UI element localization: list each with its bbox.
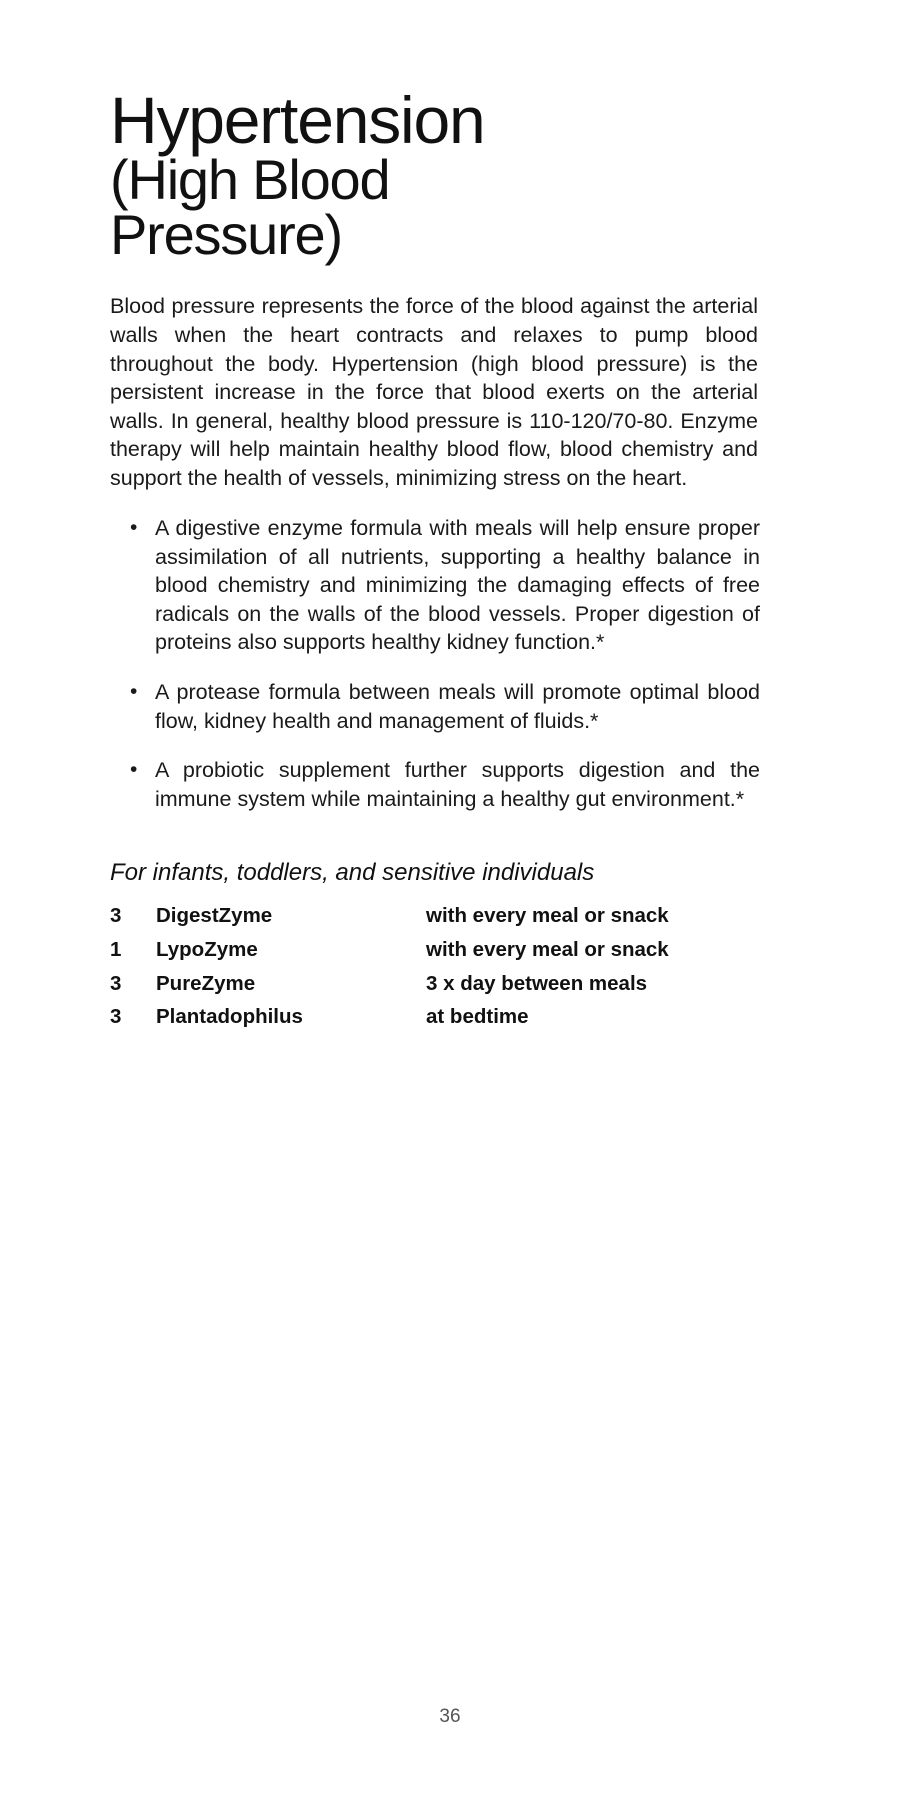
- page-title-line-2: (High Blood: [110, 147, 390, 211]
- dosage-product: Plantadophilus: [156, 1005, 303, 1029]
- list-item: [130, 678, 760, 735]
- dosage-timing: at bedtime: [426, 1005, 529, 1029]
- dosage-product: PureZyme: [156, 971, 256, 995]
- page-number: 36: [439, 1706, 461, 1727]
- section-heading: For infants, toddlers, and sensitive individuals: [110, 859, 595, 887]
- list-item: [130, 756, 760, 813]
- dosage-product: DigestZyme: [156, 904, 273, 928]
- table-row: [110, 902, 669, 936]
- table-row: [110, 970, 669, 1004]
- list-item-text: A digestive enzyme formula with meals will help ensure proper assimilation of all nutrients, supporting a healthy balance in blood chemistry and minimizing the damaging effects of free radicals on the walls of the blood vessels. Proper digestion of proteins also supports healthy kidney function.*: [155, 516, 760, 655]
- table-row: [110, 936, 669, 970]
- bullet-icon: •: [130, 758, 138, 782]
- list-item: [130, 514, 760, 657]
- dosage-quantity: 3: [110, 971, 122, 995]
- dosage-timing: with every meal or snack: [426, 937, 669, 961]
- dosage-timing: 3 x day between meals: [426, 971, 648, 995]
- page-title-line-1: Hypertension: [110, 83, 485, 157]
- bullet-icon: •: [130, 516, 138, 540]
- dosage-quantity: 3: [110, 1005, 122, 1029]
- page-content: [110, 83, 762, 1037]
- list-item-text: A probiotic supplement further supports digestion and the immune system while maintaining a healthy gut environment.*: [155, 758, 760, 811]
- dosage-quantity: 1: [110, 937, 122, 961]
- bullet-list: [110, 514, 760, 813]
- dosage-quantity: 3: [110, 904, 122, 928]
- list-item-text: A protease formula between meals will promote optimal blood flow, kidney health and management of fluids.*: [155, 680, 760, 733]
- page-title-line-3: Pressure): [110, 202, 342, 266]
- dosage-table: [110, 902, 669, 1037]
- dosage-timing: with every meal or snack: [426, 904, 669, 928]
- table-row: [110, 1003, 669, 1037]
- bullet-icon: •: [130, 680, 138, 704]
- intro-paragraph: Blood pressure represents the force of the blood against the arterial walls when the heart contracts and relaxes to pump blood throughout the body. Hypertension (high blood pressure) is the persistent increase in the force that blood exerts on the arterial walls. In general, healthy blood pressure is 110-120/70-80. Enzyme therapy will help maintain healthy blood flow, blood chemistry and support the health of vessels, minimizing stress on the heart.: [110, 294, 758, 490]
- page-title: [110, 83, 762, 266]
- dosage-product: LypoZyme: [156, 937, 258, 961]
